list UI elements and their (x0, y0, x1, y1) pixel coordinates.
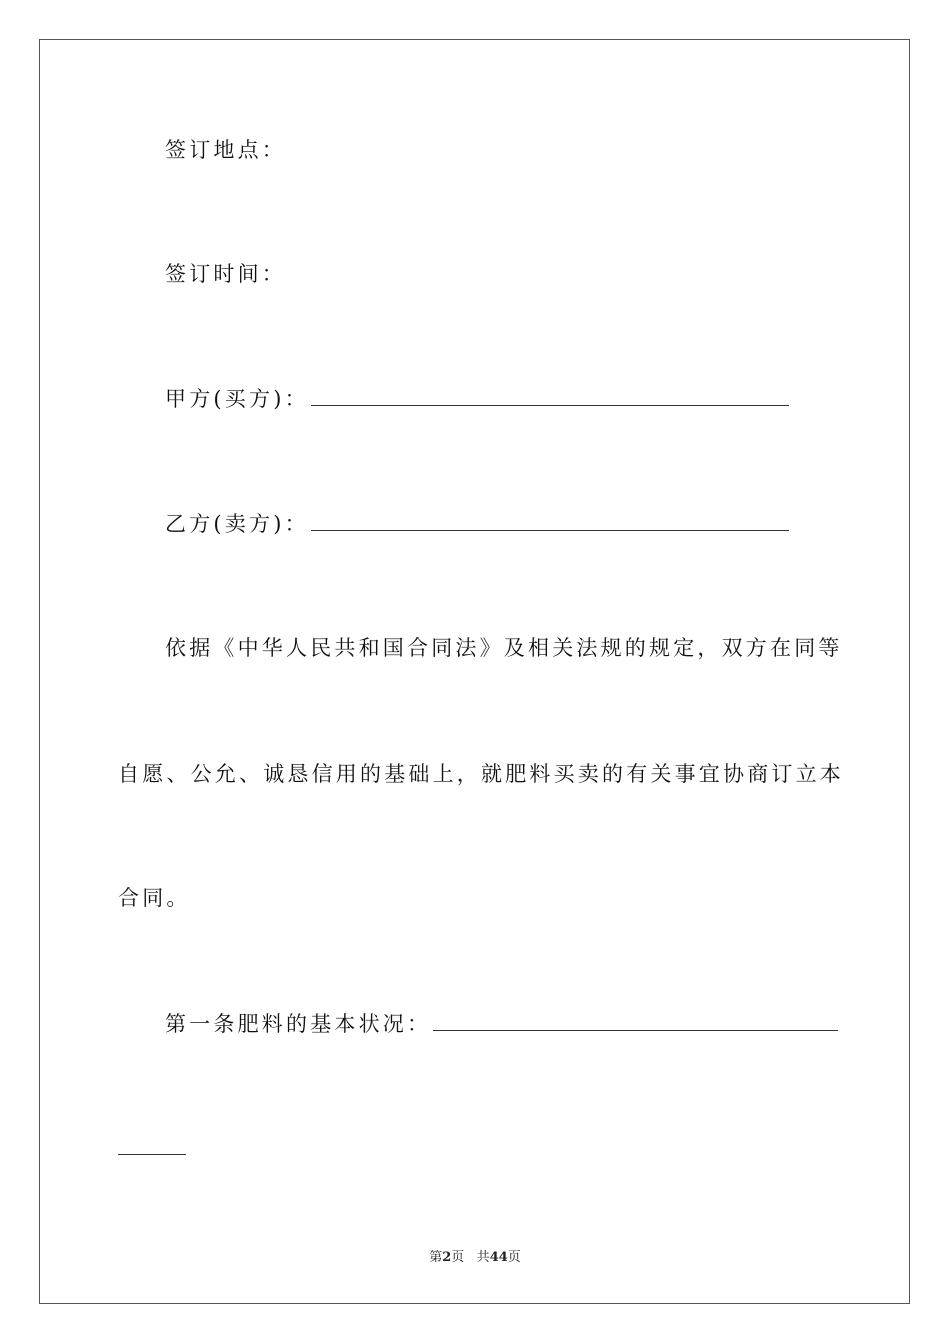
basis-paragraph-line-3: 合同。 (118, 886, 191, 910)
footer-page-unit: 页 (451, 1250, 465, 1265)
page-border (39, 39, 910, 1304)
sign-place-label: 签订地点： (165, 138, 286, 162)
sign-time-label: 签订时间： (165, 262, 286, 286)
article-1-row (165, 1010, 838, 1038)
party-a-blank[interactable] (311, 387, 789, 406)
footer-total-pages: 44 (489, 1250, 508, 1265)
basis-paragraph-line-1: 依据《中华人民共和国合同法》及相关法规的规定，双方在同等 (165, 636, 843, 660)
page-footer (0, 1246, 950, 1265)
party-a-row (165, 385, 789, 413)
footer-total-prefix: 共 (476, 1250, 490, 1265)
article-1-blank-continued[interactable] (118, 1136, 186, 1155)
article-1-label: 第一条肥料的基本状况： (165, 1012, 432, 1036)
footer-total-unit: 页 (507, 1250, 521, 1265)
basis-paragraph-line-2: 自愿、公允、诚恳信用的基础上，就肥料买卖的有关事宜协商订立本 (118, 762, 844, 786)
party-b-row (165, 510, 789, 538)
footer-prefix: 第 (429, 1250, 443, 1265)
article-1-blank-continued-row (118, 1134, 186, 1162)
footer-page-number: 2 (442, 1250, 452, 1265)
party-b-label: 乙方(卖方)： (165, 512, 309, 536)
article-1-blank[interactable] (433, 1012, 838, 1031)
party-b-blank[interactable] (311, 512, 789, 531)
party-a-label: 甲方(买方)： (165, 387, 309, 411)
